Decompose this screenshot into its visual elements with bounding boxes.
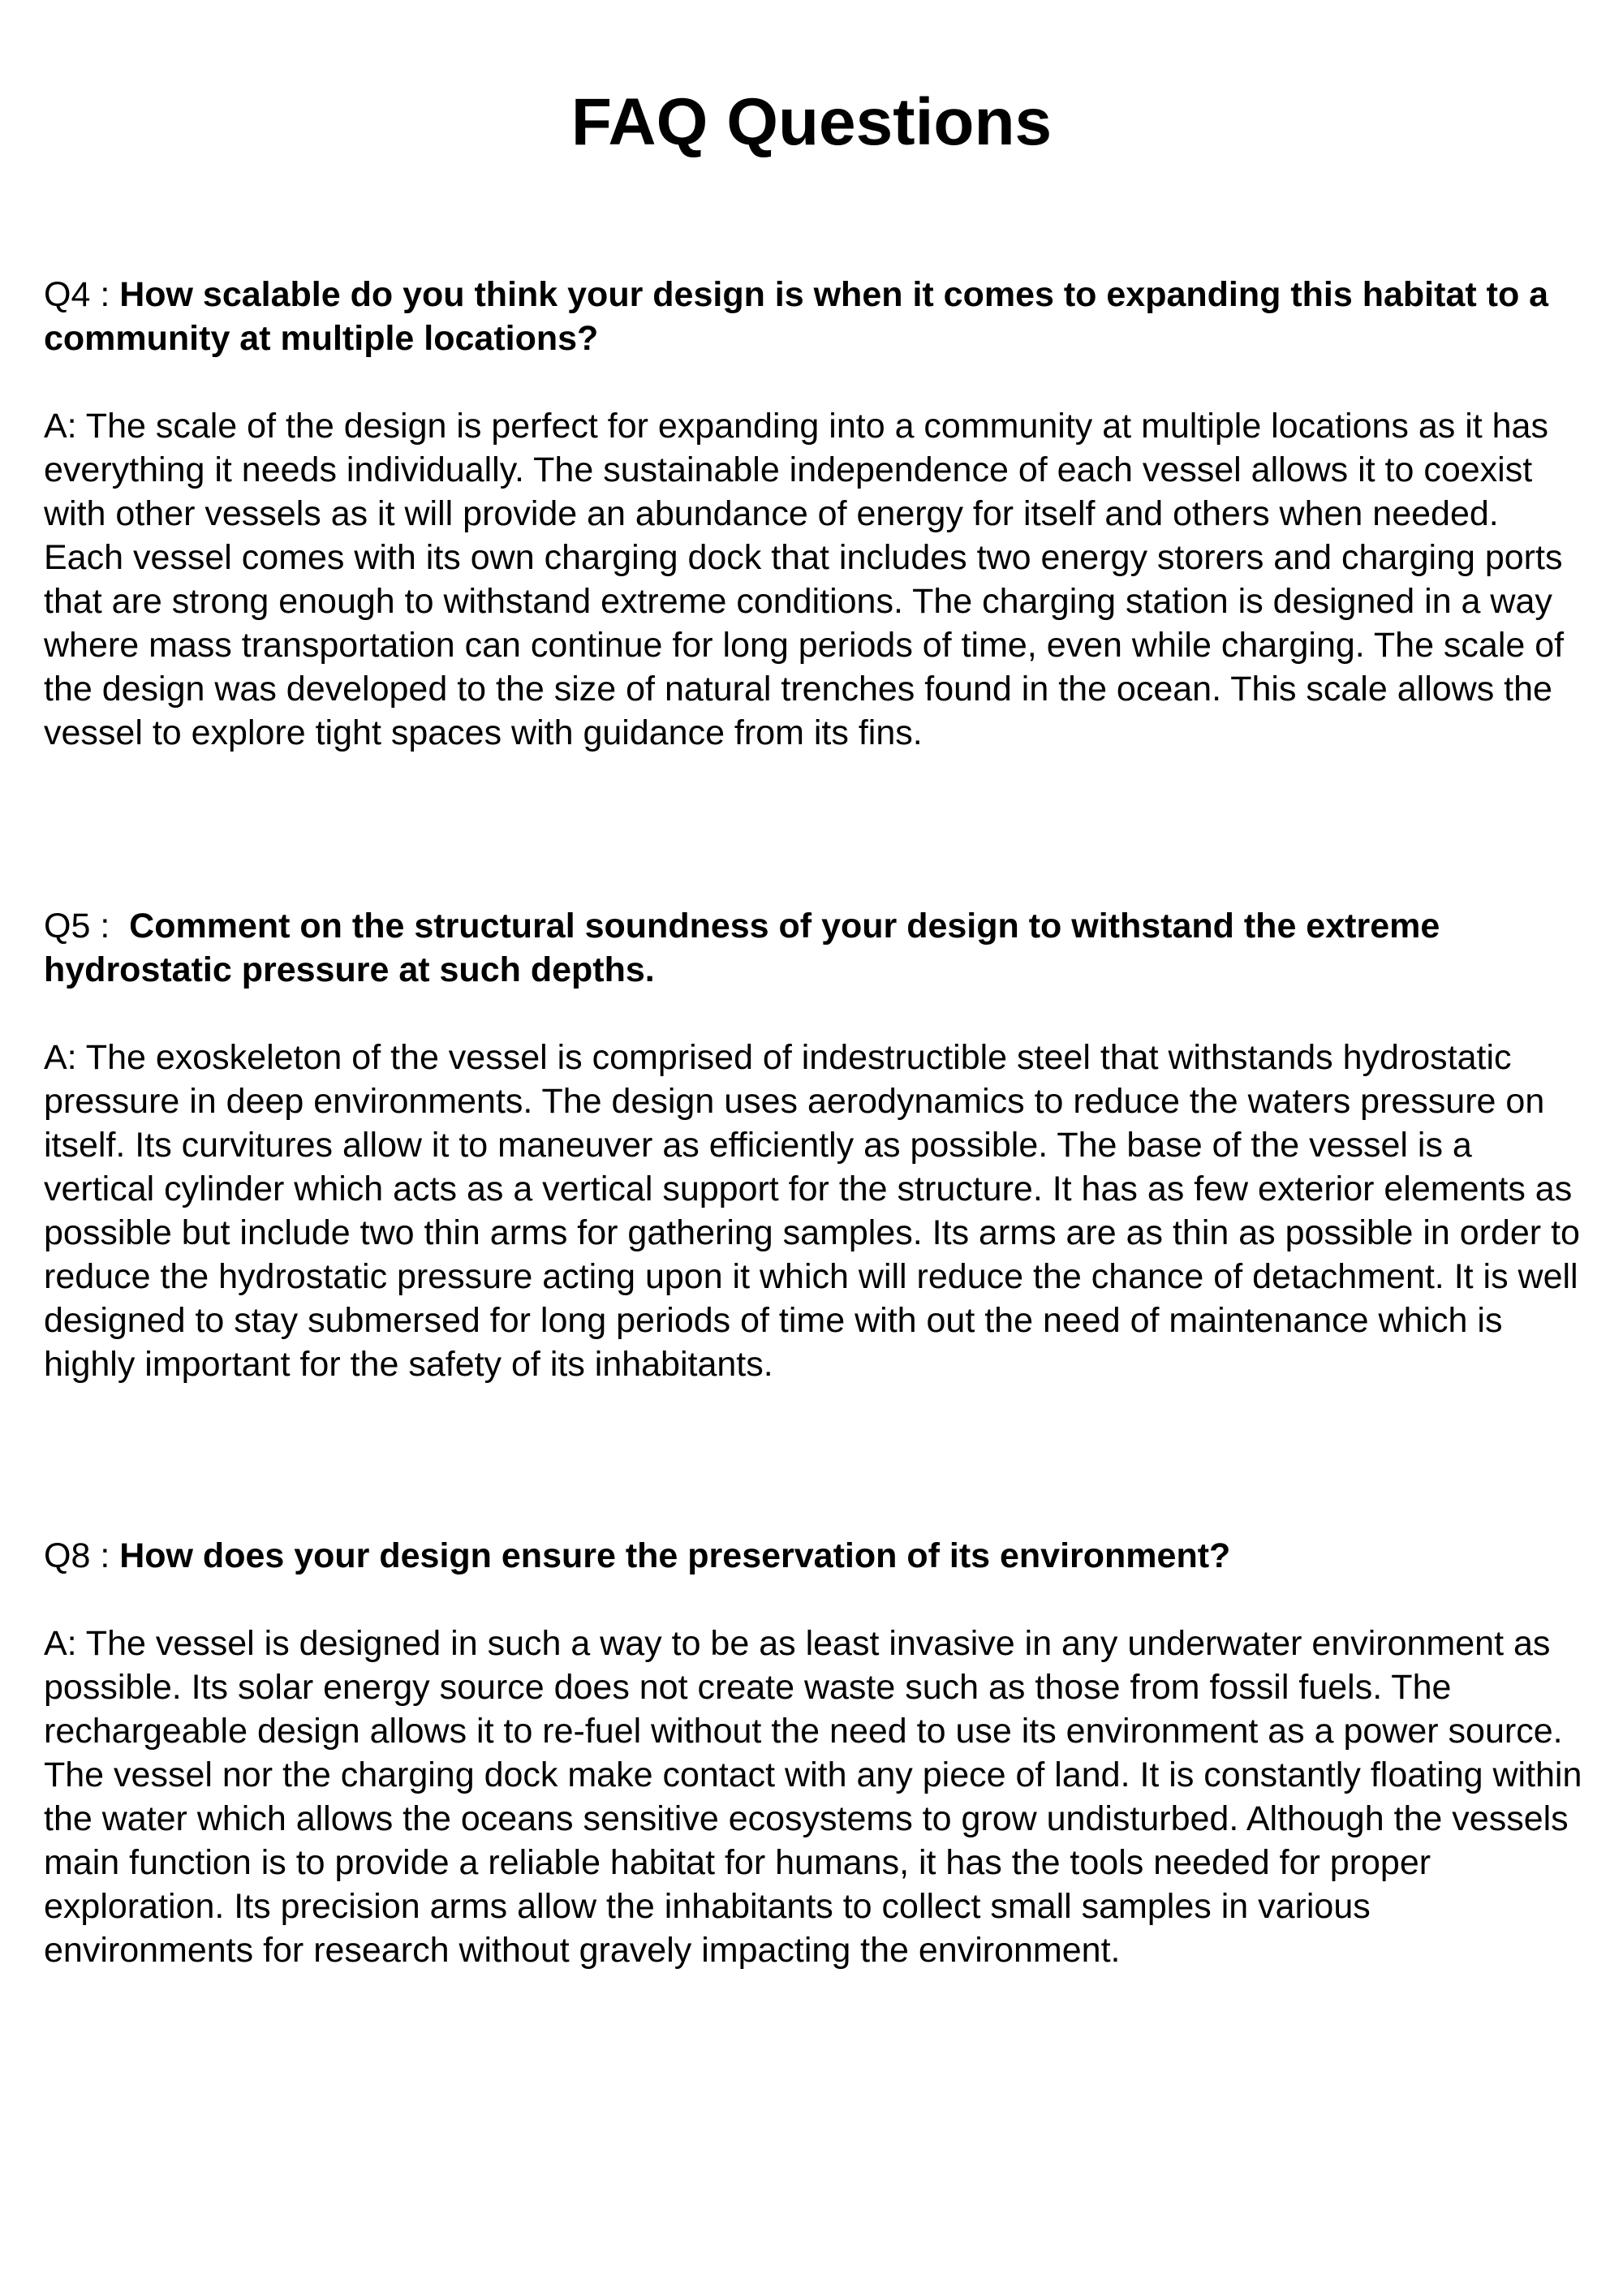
page-title: FAQ Questions xyxy=(570,85,1053,159)
faq-item-q4 xyxy=(44,273,1586,755)
faq-answer: A: The exoskeleton of the vessel is comprised of indestructible steel that withstands hydrostatic pressure in deep environments. The design uses aerodynamics to reduce the waters pressure on itself. Its curvitures allow it to maneuver as efficiently as possible. The base of the vessel is a vertical cylinder which acts as a vertical support for the structure. It has as few exterior elements as possible but include two thin arms for gathering samples. Its arms are as thin as possible in order to reduce the hydrostatic pressure acting upon it which will reduce the chance of detachment. It is well designed to stay submersed for long periods of time with out the need of maintenance which is highly important for the safety of its inhabitants. xyxy=(44,1038,1580,1384)
faq-question xyxy=(44,904,1586,992)
faq-answer: A: The scale of the design is perfect for expanding into a community at multiple locations as it has everything it needs individually. The sustainable independence of each vessel allows it to coexist with other vessels as it will provide an abundance of energy for itself and others when needed. Each vessel comes with its own charging dock that includes two energy storers and charging ports that are strong enough to withstand extreme conditions. The charging station is designed in a way where mass transportation can continue for long periods of time, even while charging. The scale of the design was developed to the size of natural trenches found in the ocean. This scale allows the vessel to explore tight spaces with guidance from its fins. xyxy=(44,407,1565,752)
question-separator: : xyxy=(90,275,120,314)
question-text: How scalable do you think your design is when it comes to expanding this habitat to a community at multiple locations? xyxy=(44,275,1549,358)
question-separator: : xyxy=(90,1536,120,1575)
question-number: Q5 xyxy=(44,907,91,946)
question-separator: : xyxy=(90,907,130,946)
faq-question xyxy=(44,273,1586,360)
faq-answer: A: The vessel is designed in such a way to be as least invasive in any underwater environment as possible. Its solar energy source does not create waste such as those from fossil fuels. The rechargeable design allows it to re-fuel without the need to use its environment as a power source. The vessel nor the charging dock make contact with any piece of land. It is constantly floating within the water which allows the oceans sensitive ecosystems to grow undisturbed. Although the vessels main function is to provide a reliable habitat for humans, it has the tools needed for proper exploration. Its precision arms allow the inhabitants to collect small samples in various environments for research without gravely impacting the environment. xyxy=(44,1624,1582,1970)
faq-item-q8 xyxy=(44,1534,1586,1972)
question-number: Q8 xyxy=(44,1536,91,1575)
question-text: Comment on the structural soundness of your design to withstand the extreme hydrostatic pressure at such depths. xyxy=(44,907,1440,989)
faq-question xyxy=(44,1534,1586,1578)
faq-item-q5 xyxy=(44,904,1586,1386)
question-text: How does your design ensure the preservation of its environment? xyxy=(119,1536,1231,1575)
question-number: Q4 xyxy=(44,275,91,314)
